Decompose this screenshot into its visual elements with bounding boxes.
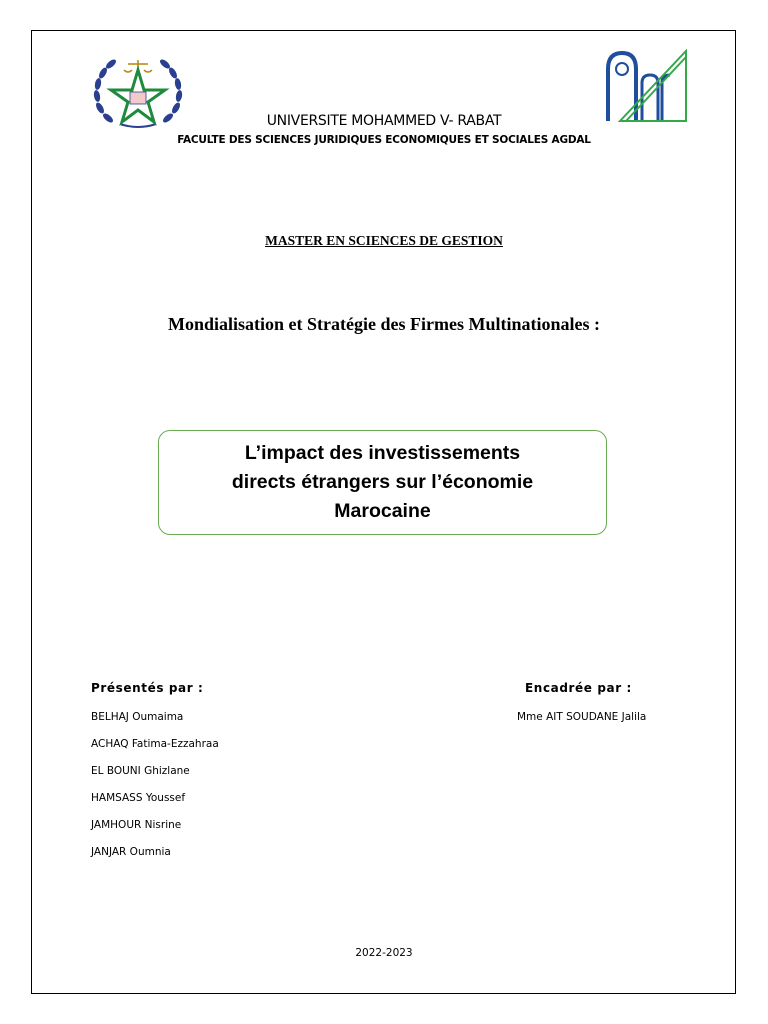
student-name: EL BOUNI Ghizlane	[91, 765, 190, 777]
student-name: JAMHOUR Nisrine	[91, 819, 182, 831]
student-name: ACHAQ Fatima-Ezzahraa	[91, 738, 219, 750]
presented-by-label: Présentés par :	[91, 681, 204, 695]
student-name: JANJAR Oumnia	[91, 846, 171, 858]
university-name: UNIVERSITE MOHAMMED V- RABAT	[266, 113, 502, 129]
report-title	[183, 439, 583, 526]
supervisor-name: Mme AIT SOUDANE Jalila	[517, 711, 647, 723]
program-title: MASTER EN SCIENCES DE GESTION	[265, 233, 503, 248]
student-name: HAMSASS Youssef	[91, 792, 186, 804]
report-title-line: Marocaine	[334, 500, 431, 522]
academic-year: 2022-2023	[355, 947, 413, 959]
student-name: BELHAJ Oumaima	[91, 711, 184, 723]
report-title-line: L’impact des investissements	[244, 442, 521, 464]
report-title-line: directs étrangers sur l’économie	[231, 471, 534, 493]
supervised-by-label: Encadrée par :	[525, 681, 632, 695]
module-title: Mondialisation et Stratégie des Firmes Multinationales :	[168, 314, 600, 334]
faculty-name: FACULTE DES SCIENCES JURIDIQUES ECONOMIQUES ET SOCIALES AGDAL	[177, 134, 591, 146]
report-title-box	[158, 430, 607, 535]
